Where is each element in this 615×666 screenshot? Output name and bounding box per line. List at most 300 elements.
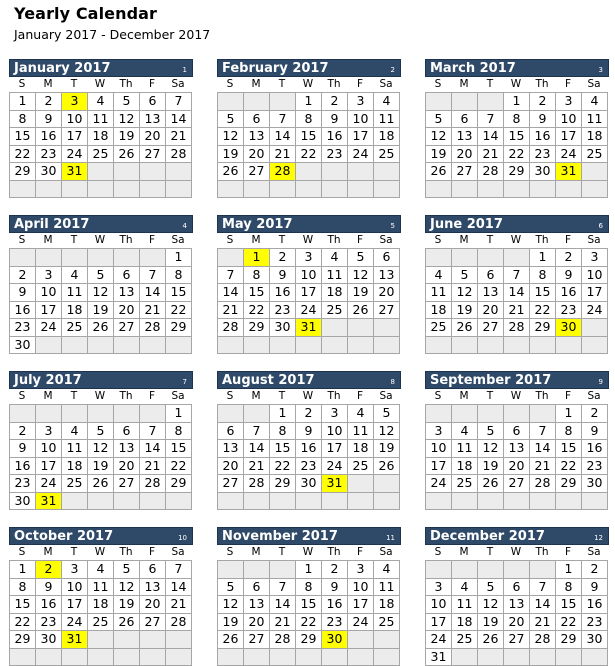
day-cell[interactable]: 7 [530, 579, 556, 597]
day-cell[interactable]: 18 [374, 128, 400, 146]
day-cell[interactable]: 29 [166, 475, 192, 493]
day-cell[interactable]: 21 [478, 146, 504, 164]
day-cell[interactable]: 16 [556, 284, 582, 302]
day-cell[interactable]: 12 [114, 111, 140, 129]
day-cell[interactable]: 22 [166, 458, 192, 476]
day-cell[interactable]: 6 [114, 423, 140, 441]
day-cell[interactable]: 22 [10, 614, 36, 632]
day-cell[interactable]: 26 [218, 631, 244, 649]
day-cell[interactable]: 12 [218, 596, 244, 614]
day-cell[interactable]: 22 [166, 302, 192, 320]
day-cell[interactable]: 20 [244, 614, 270, 632]
day-cell[interactable]: 28 [530, 631, 556, 649]
day-cell[interactable]: 12 [374, 423, 400, 441]
day-cell[interactable]: 15 [556, 440, 582, 458]
day-cell[interactable]: 8 [556, 579, 582, 597]
day-cell[interactable]: 18 [452, 614, 478, 632]
day-cell[interactable]: 23 [556, 302, 582, 320]
day-cell[interactable]: 27 [374, 302, 400, 320]
day-cell[interactable]: 27 [140, 614, 166, 632]
day-cell[interactable]: 20 [374, 284, 400, 302]
day-cell[interactable]: 5 [452, 267, 478, 285]
day-cell[interactable]: 27 [244, 163, 270, 181]
day-cell[interactable]: 14 [166, 111, 192, 129]
day-cell[interactable]: 2 [270, 249, 296, 267]
day-cell[interactable]: 22 [270, 458, 296, 476]
day-cell[interactable]: 3 [36, 423, 62, 441]
day-cell[interactable]: 9 [322, 579, 348, 597]
day-cell[interactable]: 24 [62, 146, 88, 164]
day-cell[interactable]: 25 [374, 614, 400, 632]
day-cell[interactable]: 14 [218, 284, 244, 302]
day-cell[interactable]: 7 [140, 267, 166, 285]
day-cell[interactable]: 17 [348, 596, 374, 614]
day-cell[interactable]: 21 [140, 458, 166, 476]
day-cell[interactable]: 10 [426, 596, 452, 614]
day-cell[interactable]: 18 [88, 128, 114, 146]
day-cell[interactable]: 26 [218, 163, 244, 181]
day-cell[interactable]: 28 [218, 319, 244, 337]
day-cell[interactable]: 22 [296, 614, 322, 632]
day-cell[interactable]: 23 [322, 614, 348, 632]
day-cell[interactable]: 11 [62, 284, 88, 302]
day-cell[interactable]: 26 [88, 319, 114, 337]
day-cell[interactable]: 3 [426, 579, 452, 597]
day-cell[interactable]: 16 [530, 128, 556, 146]
day-cell[interactable]: 12 [218, 128, 244, 146]
day-cell[interactable]: 23 [36, 146, 62, 164]
highlighted-day-cell[interactable]: 30 [322, 631, 348, 649]
day-cell[interactable]: 5 [478, 423, 504, 441]
day-cell[interactable]: 14 [270, 596, 296, 614]
day-cell[interactable]: 10 [36, 440, 62, 458]
day-cell[interactable]: 2 [36, 93, 62, 111]
day-cell[interactable]: 30 [36, 163, 62, 181]
day-cell[interactable]: 9 [530, 111, 556, 129]
day-cell[interactable]: 10 [348, 111, 374, 129]
day-cell[interactable]: 18 [452, 458, 478, 476]
day-cell[interactable]: 28 [166, 614, 192, 632]
day-cell[interactable]: 29 [10, 163, 36, 181]
day-cell[interactable]: 27 [244, 631, 270, 649]
day-cell[interactable]: 9 [556, 267, 582, 285]
highlighted-day-cell[interactable]: 31 [62, 163, 88, 181]
day-cell[interactable]: 8 [166, 267, 192, 285]
day-cell[interactable]: 13 [374, 267, 400, 285]
day-cell[interactable]: 28 [140, 475, 166, 493]
day-cell[interactable]: 7 [140, 423, 166, 441]
day-cell[interactable]: 19 [88, 302, 114, 320]
day-cell[interactable]: 18 [62, 302, 88, 320]
day-cell[interactable]: 8 [530, 267, 556, 285]
day-cell[interactable]: 19 [478, 458, 504, 476]
day-cell[interactable]: 12 [478, 440, 504, 458]
day-cell[interactable]: 29 [166, 319, 192, 337]
day-cell[interactable]: 11 [88, 579, 114, 597]
day-cell[interactable]: 1 [10, 561, 36, 579]
day-cell[interactable]: 6 [114, 267, 140, 285]
day-cell[interactable]: 26 [478, 475, 504, 493]
day-cell[interactable]: 9 [582, 423, 608, 441]
day-cell[interactable]: 19 [452, 302, 478, 320]
day-cell[interactable]: 9 [36, 111, 62, 129]
day-cell[interactable]: 5 [88, 423, 114, 441]
day-cell[interactable]: 29 [504, 163, 530, 181]
day-cell[interactable]: 6 [244, 579, 270, 597]
day-cell[interactable]: 14 [244, 440, 270, 458]
day-cell[interactable]: 1 [296, 93, 322, 111]
day-cell[interactable]: 14 [140, 284, 166, 302]
day-cell[interactable]: 11 [88, 111, 114, 129]
day-cell[interactable]: 13 [114, 284, 140, 302]
day-cell[interactable]: 1 [166, 249, 192, 267]
day-cell[interactable]: 23 [582, 458, 608, 476]
day-cell[interactable]: 20 [478, 302, 504, 320]
day-cell[interactable]: 25 [62, 475, 88, 493]
day-cell[interactable]: 7 [478, 111, 504, 129]
day-cell[interactable]: 27 [114, 475, 140, 493]
day-cell[interactable]: 22 [10, 146, 36, 164]
day-cell[interactable]: 6 [218, 423, 244, 441]
day-cell[interactable]: 28 [478, 163, 504, 181]
day-cell[interactable]: 4 [62, 267, 88, 285]
day-cell[interactable]: 6 [504, 579, 530, 597]
day-cell[interactable]: 12 [478, 596, 504, 614]
day-cell[interactable]: 9 [270, 267, 296, 285]
day-cell[interactable]: 17 [62, 596, 88, 614]
day-cell[interactable]: 6 [244, 111, 270, 129]
day-cell[interactable]: 21 [530, 458, 556, 476]
day-cell[interactable]: 6 [478, 267, 504, 285]
day-cell[interactable]: 16 [296, 440, 322, 458]
day-cell[interactable]: 26 [426, 163, 452, 181]
day-cell[interactable]: 5 [88, 267, 114, 285]
day-cell[interactable]: 8 [296, 579, 322, 597]
day-cell[interactable]: 2 [582, 405, 608, 423]
highlighted-day-cell[interactable]: 31 [36, 493, 62, 511]
day-cell[interactable]: 10 [62, 579, 88, 597]
day-cell[interactable]: 10 [36, 284, 62, 302]
day-cell[interactable]: 11 [452, 440, 478, 458]
day-cell[interactable]: 15 [556, 596, 582, 614]
day-cell[interactable]: 26 [88, 475, 114, 493]
day-cell[interactable]: 17 [348, 128, 374, 146]
day-cell[interactable]: 30 [10, 337, 36, 355]
day-cell[interactable]: 24 [36, 319, 62, 337]
day-cell[interactable]: 23 [582, 614, 608, 632]
day-cell[interactable]: 7 [166, 93, 192, 111]
day-cell[interactable]: 25 [322, 302, 348, 320]
day-cell[interactable]: 29 [10, 631, 36, 649]
day-cell[interactable]: 7 [530, 423, 556, 441]
day-cell[interactable]: 24 [348, 614, 374, 632]
day-cell[interactable]: 21 [166, 128, 192, 146]
day-cell[interactable]: 21 [218, 302, 244, 320]
day-cell[interactable]: 5 [426, 111, 452, 129]
day-cell[interactable]: 15 [244, 284, 270, 302]
day-cell[interactable]: 2 [582, 561, 608, 579]
day-cell[interactable]: 22 [530, 302, 556, 320]
day-cell[interactable]: 4 [374, 561, 400, 579]
day-cell[interactable]: 23 [530, 146, 556, 164]
day-cell[interactable]: 10 [556, 111, 582, 129]
day-cell[interactable]: 25 [452, 475, 478, 493]
day-cell[interactable]: 1 [504, 93, 530, 111]
day-cell[interactable]: 4 [348, 405, 374, 423]
day-cell[interactable]: 30 [296, 475, 322, 493]
day-cell[interactable]: 24 [426, 475, 452, 493]
day-cell[interactable]: 5 [114, 561, 140, 579]
day-cell[interactable]: 17 [556, 128, 582, 146]
day-cell[interactable]: 28 [504, 319, 530, 337]
day-cell[interactable]: 24 [556, 146, 582, 164]
day-cell[interactable]: 11 [348, 423, 374, 441]
day-cell[interactable]: 30 [36, 631, 62, 649]
day-cell[interactable]: 1 [296, 561, 322, 579]
day-cell[interactable]: 25 [88, 146, 114, 164]
day-cell[interactable]: 15 [10, 596, 36, 614]
day-cell[interactable]: 14 [478, 128, 504, 146]
day-cell[interactable]: 24 [62, 614, 88, 632]
day-cell[interactable]: 4 [374, 93, 400, 111]
day-cell[interactable]: 1 [270, 405, 296, 423]
day-cell[interactable]: 2 [296, 405, 322, 423]
day-cell[interactable]: 19 [218, 146, 244, 164]
day-cell[interactable]: 24 [36, 475, 62, 493]
day-cell[interactable]: 9 [296, 423, 322, 441]
day-cell[interactable]: 5 [478, 579, 504, 597]
day-cell[interactable]: 6 [504, 423, 530, 441]
day-cell[interactable]: 8 [244, 267, 270, 285]
day-cell[interactable]: 11 [374, 111, 400, 129]
day-cell[interactable]: 25 [88, 614, 114, 632]
day-cell[interactable]: 15 [530, 284, 556, 302]
day-cell[interactable]: 4 [426, 267, 452, 285]
day-cell[interactable]: 28 [166, 146, 192, 164]
day-cell[interactable]: 18 [582, 128, 608, 146]
day-cell[interactable]: 29 [556, 475, 582, 493]
day-cell[interactable]: 5 [374, 405, 400, 423]
day-cell[interactable]: 30 [530, 163, 556, 181]
day-cell[interactable]: 19 [478, 614, 504, 632]
day-cell[interactable]: 12 [88, 440, 114, 458]
highlighted-day-cell[interactable]: 31 [62, 631, 88, 649]
day-cell[interactable]: 21 [530, 614, 556, 632]
day-cell[interactable]: 25 [374, 146, 400, 164]
day-cell[interactable]: 21 [504, 302, 530, 320]
day-cell[interactable]: 1 [10, 93, 36, 111]
day-cell[interactable]: 6 [140, 93, 166, 111]
day-cell[interactable]: 17 [426, 458, 452, 476]
day-cell[interactable]: 20 [114, 302, 140, 320]
day-cell[interactable]: 27 [218, 475, 244, 493]
day-cell[interactable]: 7 [244, 423, 270, 441]
day-cell[interactable]: 15 [166, 284, 192, 302]
day-cell[interactable]: 1 [530, 249, 556, 267]
day-cell[interactable]: 4 [452, 423, 478, 441]
day-cell[interactable]: 14 [140, 440, 166, 458]
day-cell[interactable]: 13 [140, 579, 166, 597]
day-cell[interactable]: 8 [166, 423, 192, 441]
day-cell[interactable]: 15 [270, 440, 296, 458]
day-cell[interactable]: 3 [582, 249, 608, 267]
day-cell[interactable]: 29 [296, 631, 322, 649]
day-cell[interactable]: 13 [504, 440, 530, 458]
day-cell[interactable]: 13 [504, 596, 530, 614]
day-cell[interactable]: 2 [530, 93, 556, 111]
day-cell[interactable]: 14 [270, 128, 296, 146]
day-cell[interactable]: 19 [426, 146, 452, 164]
day-cell[interactable]: 4 [582, 93, 608, 111]
day-cell[interactable]: 3 [62, 561, 88, 579]
day-cell[interactable]: 27 [114, 319, 140, 337]
day-cell[interactable]: 25 [348, 458, 374, 476]
day-cell[interactable]: 28 [530, 475, 556, 493]
day-cell[interactable]: 21 [270, 614, 296, 632]
day-cell[interactable]: 12 [426, 128, 452, 146]
day-cell[interactable]: 19 [114, 128, 140, 146]
day-cell[interactable]: 6 [374, 249, 400, 267]
day-cell[interactable]: 16 [322, 596, 348, 614]
day-cell[interactable]: 5 [218, 111, 244, 129]
day-cell[interactable]: 9 [36, 579, 62, 597]
day-cell[interactable]: 20 [140, 596, 166, 614]
day-cell[interactable]: 24 [322, 458, 348, 476]
day-cell[interactable]: 14 [166, 579, 192, 597]
day-cell[interactable]: 26 [114, 146, 140, 164]
day-cell[interactable]: 13 [478, 284, 504, 302]
day-cell[interactable]: 4 [322, 249, 348, 267]
highlighted-day-cell[interactable]: 28 [270, 163, 296, 181]
day-cell[interactable]: 20 [244, 146, 270, 164]
day-cell[interactable]: 1 [556, 405, 582, 423]
day-cell[interactable]: 7 [270, 579, 296, 597]
day-cell[interactable]: 15 [296, 128, 322, 146]
day-cell[interactable]: 14 [504, 284, 530, 302]
day-cell[interactable]: 17 [62, 128, 88, 146]
day-cell[interactable]: 17 [36, 458, 62, 476]
day-cell[interactable]: 16 [322, 128, 348, 146]
day-cell[interactable]: 28 [140, 319, 166, 337]
day-cell[interactable]: 6 [140, 561, 166, 579]
day-cell[interactable]: 27 [504, 631, 530, 649]
day-cell[interactable]: 7 [218, 267, 244, 285]
day-cell[interactable]: 24 [296, 302, 322, 320]
day-cell[interactable]: 27 [140, 146, 166, 164]
day-cell[interactable]: 20 [504, 458, 530, 476]
day-cell[interactable]: 10 [426, 440, 452, 458]
day-cell[interactable]: 7 [270, 111, 296, 129]
day-cell[interactable]: 19 [114, 596, 140, 614]
day-cell[interactable]: 11 [452, 596, 478, 614]
day-cell[interactable]: 9 [582, 579, 608, 597]
day-cell[interactable]: 9 [10, 284, 36, 302]
day-cell[interactable]: 16 [10, 302, 36, 320]
day-cell[interactable]: 23 [36, 614, 62, 632]
day-cell[interactable]: 5 [218, 579, 244, 597]
day-cell[interactable]: 21 [140, 302, 166, 320]
day-cell[interactable]: 3 [426, 423, 452, 441]
day-cell[interactable]: 15 [10, 128, 36, 146]
day-cell[interactable]: 29 [556, 631, 582, 649]
day-cell[interactable]: 23 [270, 302, 296, 320]
day-cell[interactable]: 17 [322, 440, 348, 458]
day-cell[interactable]: 20 [218, 458, 244, 476]
day-cell[interactable]: 6 [452, 111, 478, 129]
highlighted-day-cell[interactable]: 3 [62, 93, 88, 111]
day-cell[interactable]: 3 [322, 405, 348, 423]
day-cell[interactable]: 15 [166, 440, 192, 458]
day-cell[interactable]: 1 [166, 405, 192, 423]
day-cell[interactable]: 23 [322, 146, 348, 164]
day-cell[interactable]: 2 [556, 249, 582, 267]
day-cell[interactable]: 13 [452, 128, 478, 146]
day-cell[interactable]: 16 [36, 128, 62, 146]
day-cell[interactable]: 18 [322, 284, 348, 302]
day-cell[interactable]: 29 [270, 475, 296, 493]
day-cell[interactable]: 27 [452, 163, 478, 181]
day-cell[interactable]: 31 [426, 649, 452, 666]
day-cell[interactable]: 11 [322, 267, 348, 285]
day-cell[interactable]: 24 [582, 302, 608, 320]
day-cell[interactable]: 10 [296, 267, 322, 285]
day-cell[interactable]: 25 [452, 631, 478, 649]
day-cell[interactable]: 11 [582, 111, 608, 129]
day-cell[interactable]: 11 [374, 579, 400, 597]
day-cell[interactable]: 17 [582, 284, 608, 302]
day-cell[interactable]: 13 [218, 440, 244, 458]
day-cell[interactable]: 25 [62, 319, 88, 337]
day-cell[interactable]: 3 [296, 249, 322, 267]
day-cell[interactable]: 26 [452, 319, 478, 337]
day-cell[interactable]: 22 [504, 146, 530, 164]
day-cell[interactable]: 12 [348, 267, 374, 285]
day-cell[interactable]: 23 [10, 319, 36, 337]
day-cell[interactable]: 19 [218, 614, 244, 632]
day-cell[interactable]: 8 [270, 423, 296, 441]
day-cell[interactable]: 1 [556, 561, 582, 579]
day-cell[interactable]: 19 [88, 458, 114, 476]
day-cell[interactable]: 20 [504, 614, 530, 632]
highlighted-day-cell[interactable]: 2 [36, 561, 62, 579]
day-cell[interactable]: 16 [10, 458, 36, 476]
day-cell[interactable]: 29 [244, 319, 270, 337]
day-cell[interactable]: 16 [36, 596, 62, 614]
day-cell[interactable]: 12 [88, 284, 114, 302]
day-cell[interactable]: 21 [166, 596, 192, 614]
day-cell[interactable]: 4 [62, 423, 88, 441]
day-cell[interactable]: 20 [140, 128, 166, 146]
day-cell[interactable]: 27 [478, 319, 504, 337]
day-cell[interactable]: 24 [348, 146, 374, 164]
day-cell[interactable]: 18 [374, 596, 400, 614]
day-cell[interactable]: 21 [244, 458, 270, 476]
day-cell[interactable]: 4 [88, 93, 114, 111]
day-cell[interactable]: 10 [348, 579, 374, 597]
day-cell[interactable]: 13 [244, 596, 270, 614]
day-cell[interactable]: 18 [62, 458, 88, 476]
day-cell[interactable]: 17 [36, 302, 62, 320]
day-cell[interactable]: 26 [478, 631, 504, 649]
day-cell[interactable]: 13 [244, 128, 270, 146]
day-cell[interactable]: 18 [348, 440, 374, 458]
day-cell[interactable]: 3 [36, 267, 62, 285]
day-cell[interactable]: 27 [504, 475, 530, 493]
day-cell[interactable]: 8 [10, 579, 36, 597]
day-cell[interactable]: 11 [62, 440, 88, 458]
day-cell[interactable]: 24 [426, 631, 452, 649]
day-cell[interactable]: 7 [166, 561, 192, 579]
